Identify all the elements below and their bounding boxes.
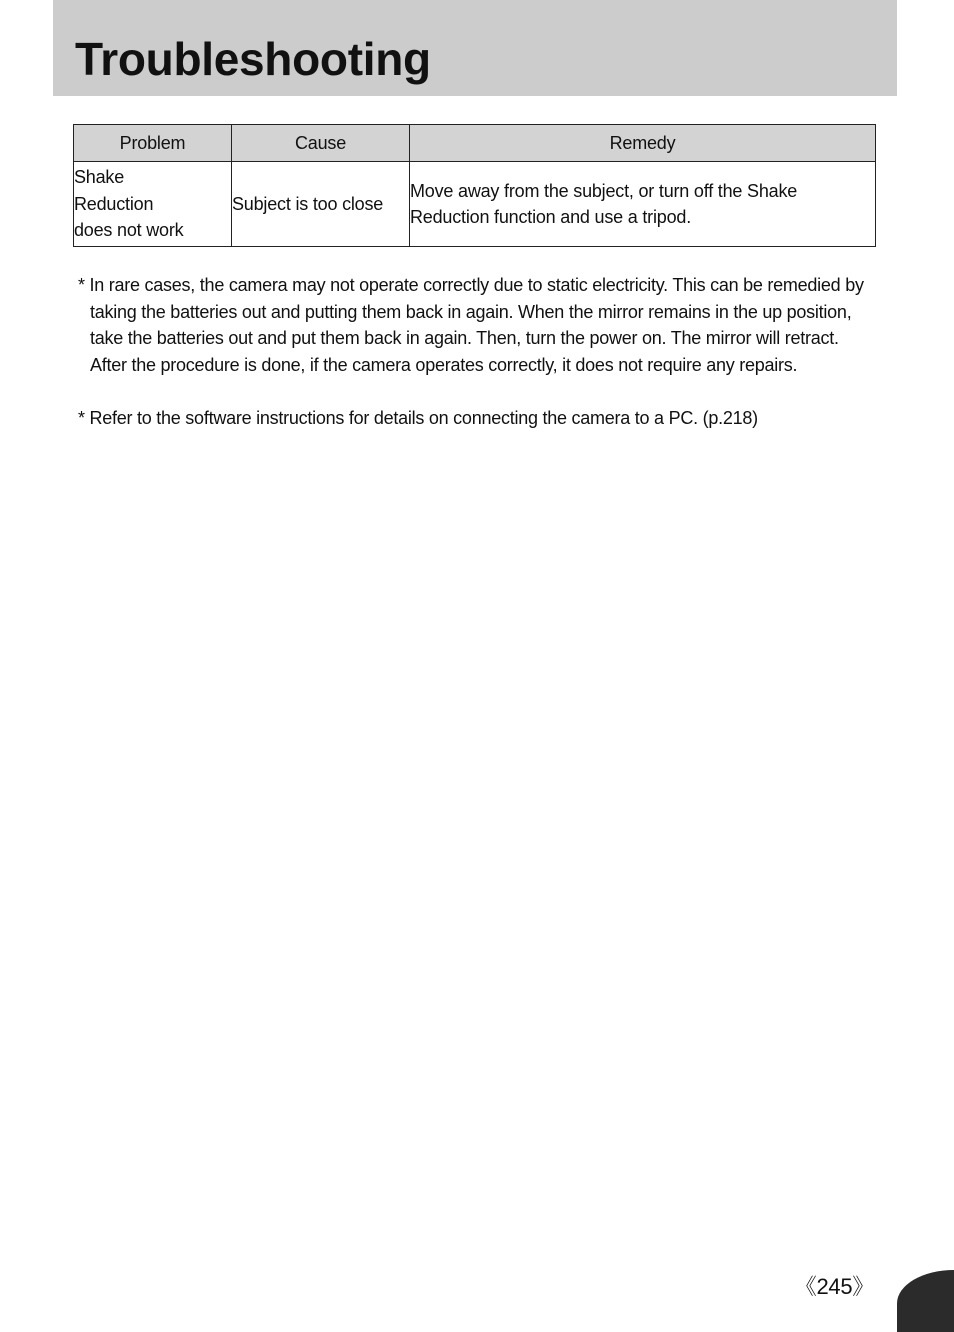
corner-tab [897,1270,954,1332]
problem-line: does not work [74,220,184,241]
page-title: Troubleshooting [75,33,431,85]
problem-cell [74,162,232,247]
problem-line: Shake [74,167,125,188]
column-header-cause: Cause [232,125,410,162]
notes-section [78,272,878,458]
title-band [53,0,897,96]
remedy-line: Reduction function and use a tripod. [410,207,691,227]
page-number: 《245》 [794,1274,874,1299]
table-header-row [74,125,876,162]
column-header-problem: Problem [74,125,232,162]
problem-line: Reduction [74,193,154,214]
remedy-cell [410,162,876,247]
cause-cell: Subject is too close [232,162,410,247]
remedy-line: Move away from the subject, or turn off the Shake [410,180,798,201]
column-header-remedy: Remedy [410,125,876,162]
troubleshooting-table [73,124,876,247]
software-reference-note: * Refer to the software instructions for details on connecting the camera to a PC. (p.218) [78,407,758,428]
static-electricity-note: * In rare cases, the camera may not operate correctly due to static electricity. This can be remedied by taking the batteries out and putting them back in again. When the mirror remains in the up position, take the batteries out and put them back in again. Then, turn the power on. The mirror will retract. After the procedure is done, if the camera operates correctly, it does not require any repairs. [78,275,864,375]
table-row [74,162,876,247]
